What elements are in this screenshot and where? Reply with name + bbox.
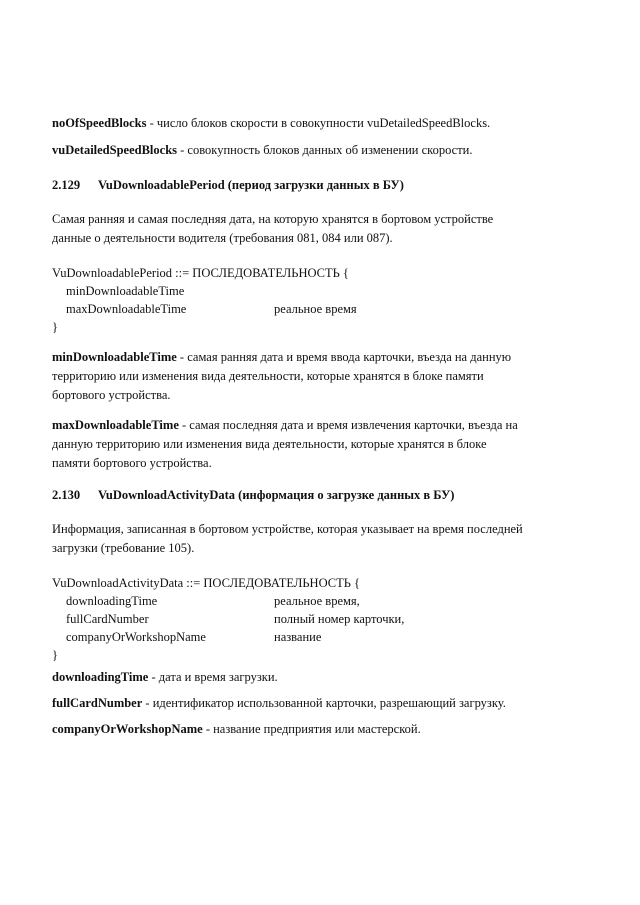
code-close-text: } (52, 320, 58, 334)
section-number: 2.129 (52, 178, 81, 192)
code-field (52, 300, 592, 318)
field-name: fullCardNumber (66, 612, 149, 626)
definition-text: - название предприятия или мастерской. (202, 722, 421, 736)
definition-term: maxDownloadableTime (52, 418, 179, 432)
definition-fullcardnumber (52, 694, 592, 713)
code-open-text: VuDownloadActivityData ::= ПОСЛЕДОВАТЕЛЬНОСТЬ { (52, 576, 361, 590)
definition-text: - совокупность блоков данных об изменении скорости. (177, 143, 473, 157)
definition-noofspeedblocks (52, 114, 592, 133)
code-close-text: } (52, 648, 58, 662)
section-description: Информация, записанная в бортовом устройстве, которая указывает на время последней загрузки (требование 105). (52, 522, 523, 555)
code-open-text: VuDownloadablePeriod ::= ПОСЛЕДОВАТЕЛЬНОСТЬ { (52, 266, 349, 280)
definition-term: vuDetailedSpeedBlocks (52, 143, 178, 157)
definition-text: - самая ранняя дата и время ввода карточки, въезда на данную территорию или изменения вида деятельности, которые хранятся в блоке памяти бортового устройства. (52, 350, 512, 402)
section-description: Самая ранняя и самая последняя дата, на которую хранятся в бортовом устройстве данные о деятельности водителя (требования 081, 084 или 087). (52, 212, 494, 245)
definition-term: companyOrWorkshopName (52, 722, 203, 736)
code-open (52, 574, 592, 592)
definition-vudetailedspeedblocks (52, 141, 592, 160)
definition-term: downloadingTime (52, 670, 149, 684)
code-close (52, 318, 592, 336)
section-title: VuDownloadablePeriod (период загрузки данных в БУ) (98, 178, 404, 192)
definition-downloadingtime (52, 668, 592, 687)
definition-term: noOfSpeedBlocks (52, 116, 147, 130)
definition-text: - число блоков скорости в совокупности vuDetailedSpeedBlocks. (146, 116, 491, 130)
field-type: полный номер карточки, (274, 612, 405, 626)
definition-maxdownloadabletime (52, 416, 527, 473)
field-name: companyOrWorkshopName (66, 630, 206, 644)
definition-mindownloadabletime (52, 348, 527, 405)
code-field (52, 628, 592, 646)
code-block-vudownloadactivitydata (52, 574, 592, 664)
field-name: minDownloadableTime (66, 284, 185, 298)
definition-term: fullCardNumber (52, 696, 143, 710)
code-block-vudownloadableperiod (52, 264, 592, 336)
definition-text: - идентификатор использованной карточки, разрешающий загрузку. (142, 696, 506, 710)
field-type: реальное время (274, 302, 357, 316)
code-field (52, 592, 592, 610)
code-field (52, 610, 592, 628)
code-field (52, 282, 592, 300)
definition-companyorworkshopname (52, 720, 592, 739)
definition-term: minDownloadableTime (52, 350, 177, 364)
field-type: название (274, 630, 322, 644)
field-type: реальное время, (274, 594, 360, 608)
section-heading-2-129 (52, 176, 592, 195)
definition-text: - дата и время загрузки. (148, 670, 278, 684)
section-title: VuDownloadActivityData (информация о загрузке данных в БУ) (98, 488, 455, 502)
section-heading-2-130 (52, 486, 592, 505)
definition-text: - самая последняя дата и время извлечения карточки, въезда на данную территорию или изменения вида деятельности, которые хранятся в блоке памяти бортового устройства. (52, 418, 518, 470)
code-close (52, 646, 592, 664)
section-number: 2.130 (52, 488, 81, 502)
field-name: downloadingTime (66, 594, 158, 608)
code-open (52, 264, 592, 282)
field-name: maxDownloadableTime (66, 302, 187, 316)
